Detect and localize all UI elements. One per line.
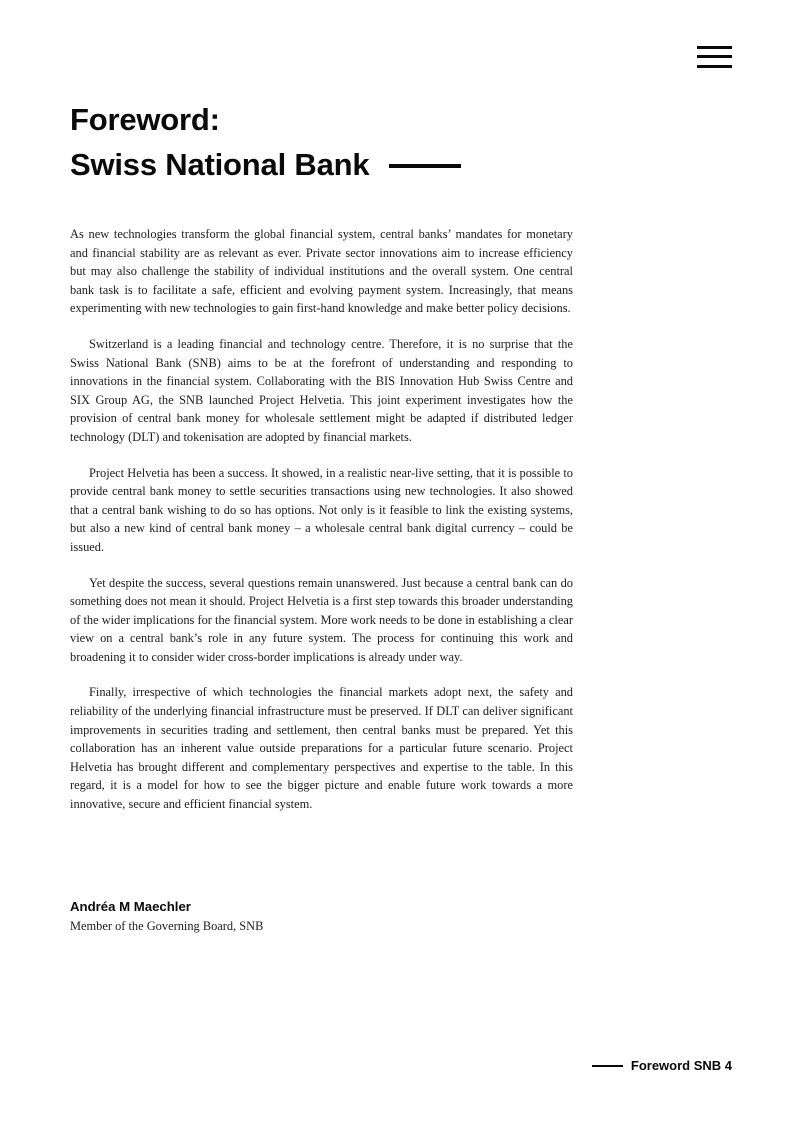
paragraph-3: Project Helvetia has been a success. It showed, in a realistic near-live setting, that it is possible to provide central bank money to settle securities transactions using new technologies. It also showed that a central bank wishing to do so has options. Not only is it feasible to link the existing systems, but also a new kind of central bank money – a wholesale central bank digital currency – could be issued. bbox=[70, 465, 573, 554]
paragraph-1: As new technologies transform the global financial system, central banks’ mandates for monetary and financial stability are as relevant as ever. Private sector innovations aim to increase efficiency but may also challenge the stability of individual institutions and the overall system. One central bank task is to facilitate a safe, efficient and evolving payment system. Increasingly, that means experimenting with new technologies to gain first-hand knowledge and make better policy decisions. bbox=[70, 227, 573, 316]
page-title-line-2-row bbox=[70, 142, 690, 187]
paragraph-4: Yet despite the success, several questions remain unanswered. Just because a central bank can do something does not mean it should. Project Helvetia is a first step towards this broader understanding of the wider implications for the financial system. More work needs to be done in establishing a clear view on a central bank’s role in any future system. The process for continuing this work and broadening it to consider wider cross-border implications is already under way. bbox=[70, 575, 573, 664]
footer-label: Foreword SNB 4 bbox=[630, 1058, 732, 1073]
page-footer bbox=[0, 1058, 732, 1074]
signature-role: Member of the Governing Board, SNB bbox=[70, 919, 264, 933]
logo-bar-middle bbox=[697, 55, 732, 58]
logo-bar-bottom bbox=[697, 65, 732, 68]
logo-bar-top bbox=[697, 46, 732, 49]
page-title bbox=[70, 97, 690, 187]
page-title-line-1: Foreword: bbox=[70, 102, 220, 137]
footer-rule bbox=[592, 1065, 623, 1067]
page-title-line-2: Swiss National Bank bbox=[70, 147, 370, 182]
signature-name: Andréa M Maechler bbox=[70, 899, 191, 914]
three-bar-logo-icon bbox=[697, 46, 732, 68]
title-rule bbox=[389, 164, 461, 168]
paragraph-2: Switzerland is a leading financial and technology centre. Therefore, it is no surprise that the Swiss National Bank (SNB) aims to be at the forefront of understanding and responding to innovations in the financial system. Collaborating with the BIS Innovation Hub Swiss Centre and SIX Group AG, the SNB launched Project Helvetia. This joint experiment investigates how the provision of central bank money for wholesale settlement might be adapted if distributed ledger technology (DLT) and tokenisation are adopted by financial markets. bbox=[70, 336, 573, 444]
body-copy bbox=[70, 225, 573, 814]
paragraph-5: Finally, irrespective of which technologies the financial markets adopt next, the safety and reliability of the underlying financial infrastructure must be preserved. If DLT can deliver significant improvements in securities trading and settlement, then central banks must be prepared. Yet this collaboration has an inherent value outside preparations for a particular future scenario. Project Helvetia has brought different and complementary perspectives and expertise to the table. In this regard, it is a model for how to see the bigger picture and enable future work towards a more innovative, secure and efficient financial system. bbox=[70, 685, 573, 812]
signature-block bbox=[70, 898, 470, 935]
